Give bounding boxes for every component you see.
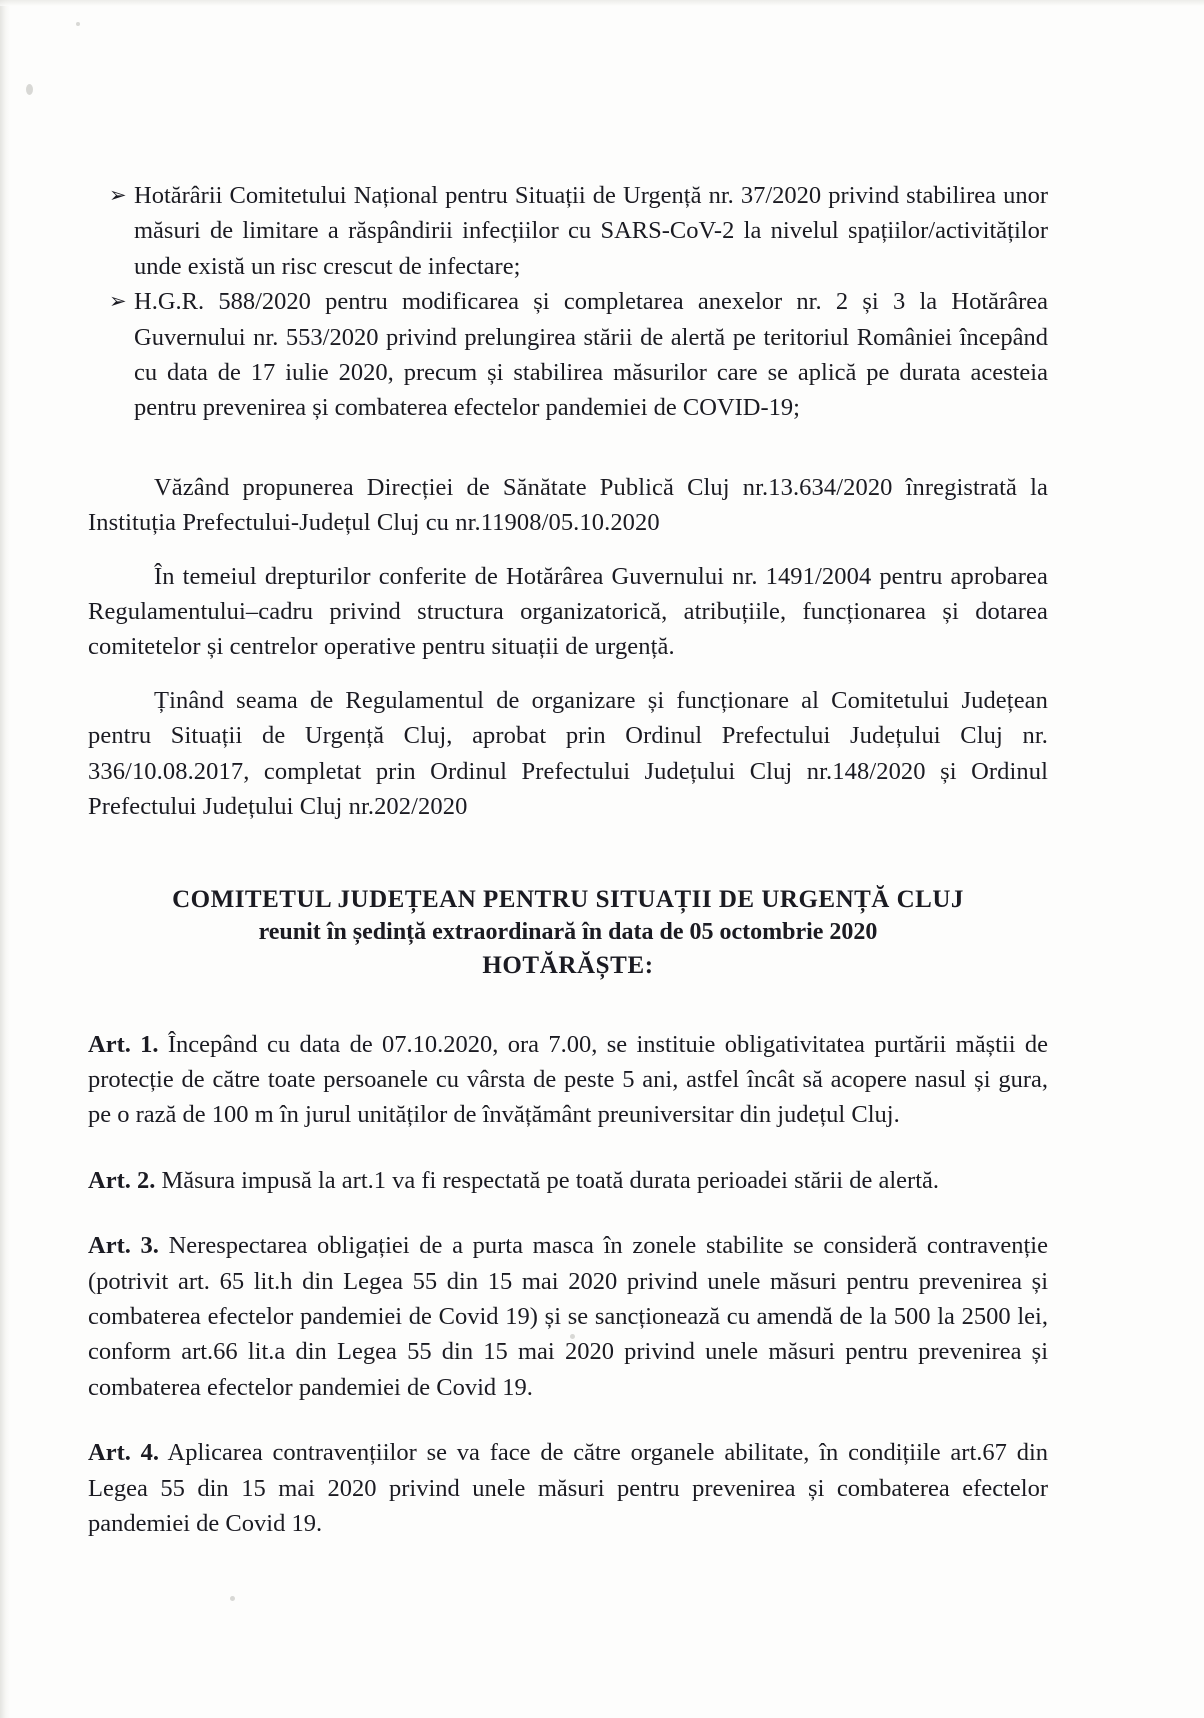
scan-edge-shadow-top xyxy=(0,0,1204,6)
page-subtitle: reunit în ședință extraordinară în data de 05 octombrie 2020 xyxy=(258,918,878,945)
article-3 xyxy=(88,1228,1048,1405)
page-title: COMITETUL JUDEȚEAN PENTRU SITUAȚII DE URGENȚĂ CLUJ xyxy=(172,885,964,913)
arrow-bullet-icon: ➢ xyxy=(109,289,127,314)
spacer xyxy=(88,1133,1048,1163)
spacer xyxy=(88,1198,1048,1228)
spacer xyxy=(88,825,1048,883)
document-body xyxy=(88,178,1048,1541)
article-4-label: Art. 4. xyxy=(88,1439,160,1467)
decision-verb: HOTĂRĂȘTE: xyxy=(482,951,654,979)
tinand-seama-paragraph: Ținând seama de Regulamentul de organizare și funcționare al Comitetului Județean pentru Situații de Urgență Cluj, aprobat prin Ordinul Prefectului Județului Cluj nr. 336/10.08.2017, completat prin Ordinul Prefectului Județului Cluj nr.148/2020 și Ordinul Prefectului Județului Cluj nr.202/2020 xyxy=(88,686,1048,821)
article-2-label: Art. 2. xyxy=(88,1166,156,1194)
preamble-bullet-text: H.G.R. 588/2020 pentru modificarea și completarea anexelor nr. 2 și 3 la Hotărârea Guvernului nr. 553/2020 privind prelungirea stării de alertă pe teritoriul României începând cu data de 17 iulie 2020, precum și stabilirea măsurilor care se aplică pe durata acesteia pentru prevenirea și combaterea efectelor pandemiei de COVID-19; xyxy=(134,288,1048,422)
list-item xyxy=(88,178,1048,284)
arrow-bullet-icon: ➢ xyxy=(109,183,127,207)
article-3-label: Art. 3. xyxy=(88,1232,159,1260)
decision-heading xyxy=(88,883,1048,983)
scan-speck xyxy=(26,84,33,95)
vazand-paragraph: Văzând propunerea Direcției de Sănătate Publică Cluj nr.13.634/2020 înregistrată la Instituția Prefectului-Județul Cluj cu nr.11908/05.10.2020 xyxy=(88,473,1048,537)
article-1-text: Începând cu data de 07.10.2020, ora 7.00, se instituie obligativitatea purtării măștii de protecție de către toate persoanele cu vârsta de peste 5 ani, astfel încât să acopere nasul și gura, pe o rază de 100 m în jurul unităților de învățământ preuniversitar din județul Cluj. xyxy=(88,1030,1048,1129)
scan-speck xyxy=(76,22,80,26)
temeiul-paragraph: În temeiul drepturilor conferite de Hotărârea Guvernului nr. 1491/2004 pentru aprobarea Regulamentului–cadru privind structura organizatorică, atribuțiile, funcționarea și dotarea comitetelor și centrelor operative pentru situații de urgență. xyxy=(88,562,1048,661)
article-2 xyxy=(88,1163,1048,1198)
article-3-text: Nerespectarea obligației de a purta masca în zonele stabilite se consideră contravenție (potrivit art. 65 lit.h din Legea 55 din 15 mai 2020 privind unele măsuri pentru prevenirea și combaterea efectelor pandemiei de Covid 19) și se sancționează cu amendă de la 500 la 2500 lei, conform art.66 lit.a din Legea 55 din 15 mai 2020 privind unele măsuri pentru prevenirea și combaterea efectelor pandemiei de Covid 19. xyxy=(88,1232,1048,1401)
spacer xyxy=(88,665,1048,683)
article-1 xyxy=(88,1027,1048,1133)
list-item xyxy=(88,284,1048,426)
scan-edge-shadow xyxy=(0,0,10,1718)
preamble-bullet-text: Hotărârii Comitetului Național pentru Situații de Urgență nr. 37/2020 privind stabilirea unor măsuri de limitare a răspândirii infecțiilor cu SARS-CoV-2 la nivelul spațiilor/activităților unde există un risc crescut de infectare; xyxy=(134,182,1048,280)
spacer xyxy=(88,541,1048,559)
spacer xyxy=(88,1405,1048,1435)
preamble-bullet-list xyxy=(88,178,1048,426)
spacer xyxy=(88,426,1048,470)
article-2-text: Măsura impusă la art.1 va fi respectată pe toată durata perioadei stării de alertă. xyxy=(155,1166,940,1194)
article-4 xyxy=(88,1435,1048,1541)
article-1-label: Art. 1. xyxy=(88,1030,159,1058)
article-4-text: Aplicarea contravențiilor se va face de către organele abilitate, în condițiile art.67 din Legea 55 din 15 mai 2020 privind unele măsuri pentru prevenirea și combaterea efectelor pandemiei de Covid 19. xyxy=(88,1439,1048,1537)
spacer xyxy=(88,983,1048,1027)
scan-speck xyxy=(230,1596,235,1601)
